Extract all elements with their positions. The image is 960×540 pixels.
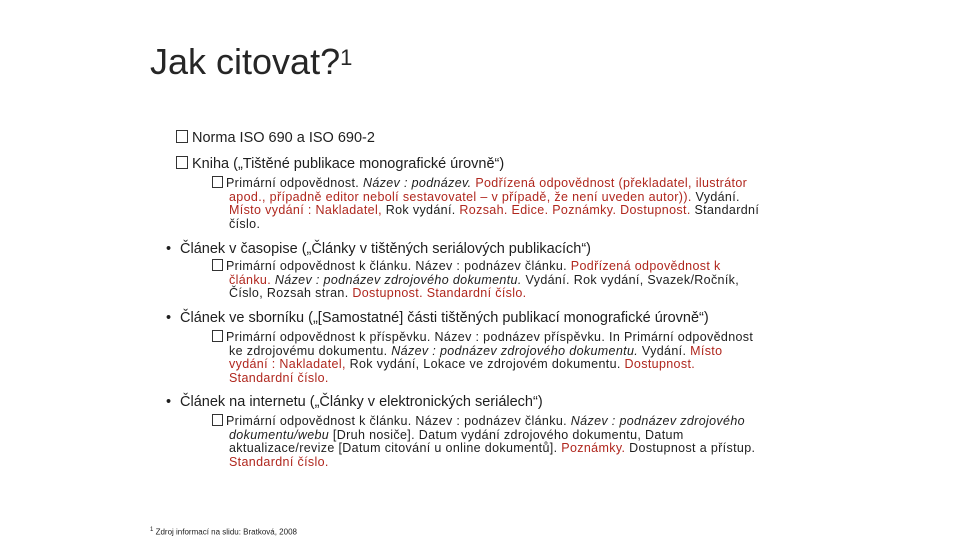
bullet-icon: • (166, 394, 172, 410)
bullet-proceedings-article: • Článek ve sborníku („[Samostatné] části tištěných publikací monografické úrovně“) (166, 310, 709, 326)
bullet-journal-article: • Článek v časopise („Články v tištěných seriálových publikacích“) (166, 241, 591, 257)
list-item-kniha: Kniha („Tištěné publikace monografické úrovně“) (176, 155, 504, 173)
title-footnote-marker: 1 (340, 45, 353, 70)
slide-title: Jak citovat?$^1$ (150, 41, 353, 82)
web-citation-format: Primární odpovědnost k článku. Název : podnázev článku. Název : podnázev zdrojového dokumentu/webu [Druh nosiče]. Datum vydání zdrojového dokumentu, Datum aktualizace/revize [Datum citování u online dokumentů]. Poznámky. Dostupnost a přístup. Standardní číslo. (212, 414, 822, 469)
footnote: $^1$ Zdroj informací na slidu: Bratková, 2008 (150, 527, 297, 537)
bullet-icon: • (166, 310, 172, 326)
proceedings-citation-format: Primární odpovědnost k příspěvku. Název : podnázev příspěvku. In Primární odpovědnost ke zdrojovému dokumentu. Název : podnázev zdrojového dokumentu. Vydání. Místo vydání : Nakladatel, Rok vydání, Lokace ve zdrojovém dokumentu. Dostupnost. Standardní číslo. (212, 330, 822, 385)
journal-citation-format: Primární odpovědnost k článku. Název : podnázev článku. Podřízená odpovědnost k článku. Název : podnázev zdrojového dokumentu. Vydání. Rok vydání, Svazek/Ročník, Číslo, Rozsah stran. Dostupnost. Standardní číslo. (212, 259, 822, 301)
list-item-norma: Norma ISO 690 a ISO 690-2 (176, 129, 375, 147)
checkbox-glyph-icon (212, 176, 223, 188)
bullet-web-article: • Článek na internetu („Články v elektronických seriálech“) (166, 394, 543, 410)
checkbox-glyph-icon (176, 130, 188, 143)
checkbox-glyph-icon (212, 259, 223, 271)
checkbox-glyph-icon (176, 156, 188, 169)
bullet-icon: • (166, 241, 172, 257)
checkbox-glyph-icon (212, 414, 223, 426)
book-citation-format: Primární odpovědnost. Název : podnázev. Podřízená odpovědnost (překladatel, ilustrátor apod., případně editor nebolí sestavovatel – v případě, že není uveden autor)). Vydání. Místo vydání : Nakladatel, Rok vydání. Rozsah. Edice. Poznámky. Dostupnost. Standardní číslo. (212, 176, 822, 231)
checkbox-glyph-icon (212, 330, 223, 342)
